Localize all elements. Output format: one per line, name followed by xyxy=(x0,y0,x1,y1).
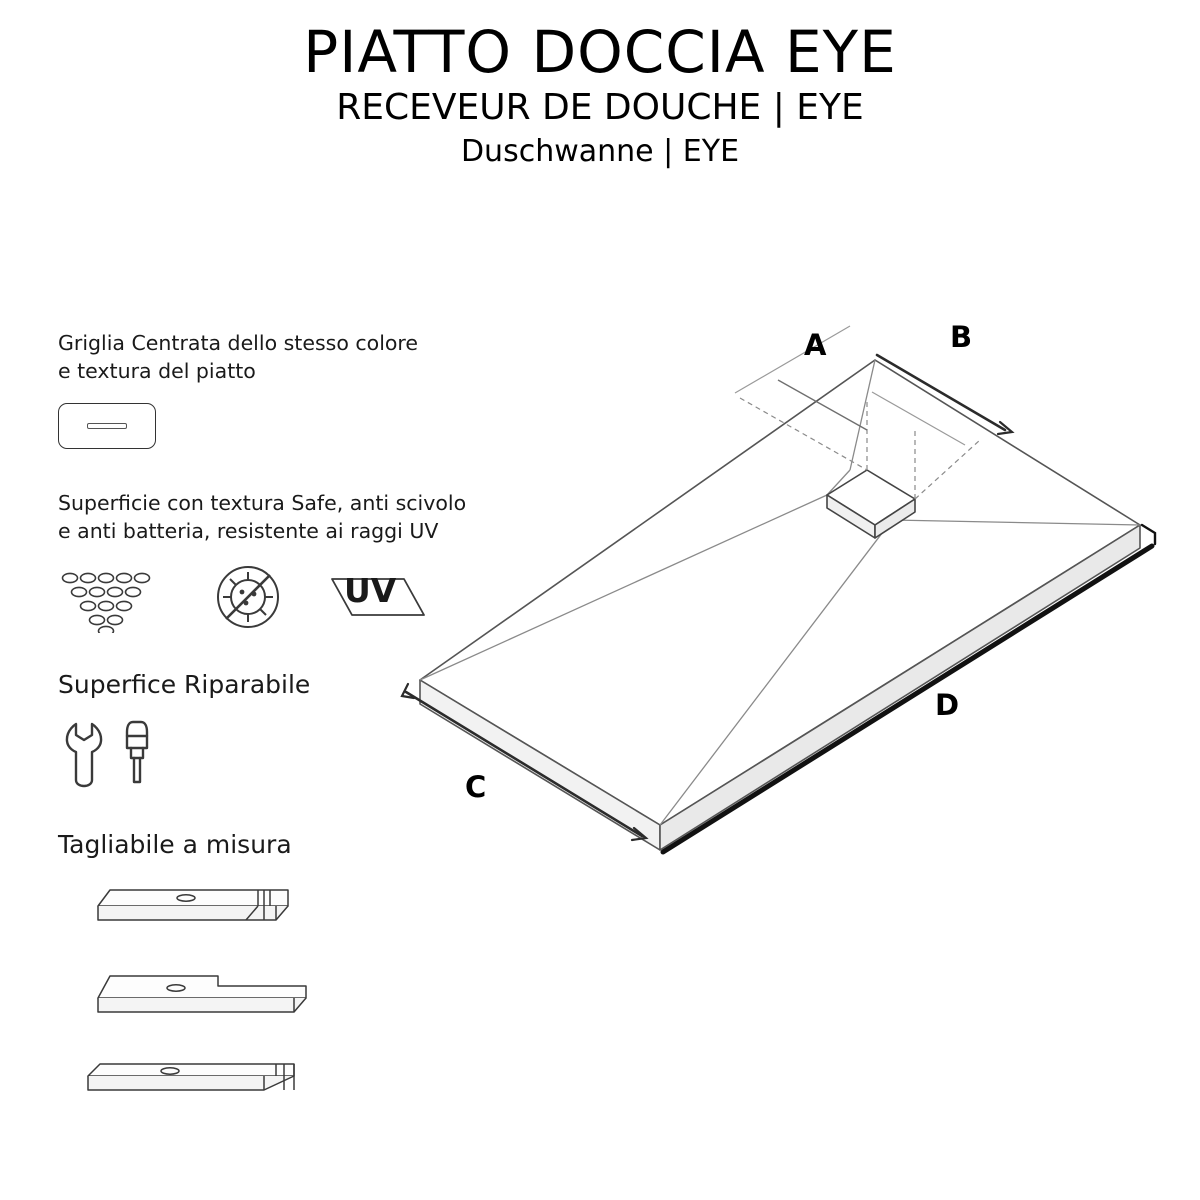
dimension-label-a: A xyxy=(804,328,827,362)
feature-grid-line1: Griglia Centrata dello stesso colore xyxy=(58,331,419,355)
uv-label: UV xyxy=(344,571,397,611)
wrench-icon xyxy=(58,718,110,788)
page-header xyxy=(0,18,1200,171)
screwdriver-icon xyxy=(120,718,160,788)
drain-grate-slot xyxy=(87,423,127,429)
page-title: PIATTO DOCCIA EYE xyxy=(303,18,897,86)
feature-repairable-icons xyxy=(58,718,310,788)
tray-cut-2-icon xyxy=(58,962,358,1042)
tray-cut-3-icon xyxy=(58,1048,358,1128)
page-subtitle-fr: RECEVEUR DE DOUCHE | EYE xyxy=(336,86,864,128)
feature-grid-line2: e textura del piatto xyxy=(58,358,256,383)
page-subtitle-de: Duschwanne | EYE xyxy=(460,133,740,169)
dimension-label-d: D xyxy=(935,688,960,722)
feature-repairable-label: Superfice Riparabile xyxy=(58,670,311,699)
dimension-label-c: C xyxy=(465,770,487,804)
feature-grid xyxy=(58,330,418,449)
dimension-label-b: B xyxy=(950,320,973,354)
feature-safe-line2: e anti batteria, resistente ai raggi UV xyxy=(58,518,439,543)
shower-tray-isometric-drawing xyxy=(380,280,1180,900)
anti-slip-icon xyxy=(58,569,166,633)
anti-bacteria-icon xyxy=(212,561,284,633)
feature-cut-label: Tagliabile a misura xyxy=(58,830,292,859)
tray-cut-1-icon xyxy=(58,876,358,956)
tray-svg xyxy=(380,280,1180,900)
feature-safe-line1: Superficie con textura Safe, anti scivolo xyxy=(58,491,467,515)
drain-grate-icon xyxy=(58,403,156,449)
feature-repairable xyxy=(58,668,310,788)
feature-cut-to-size xyxy=(58,828,358,1128)
